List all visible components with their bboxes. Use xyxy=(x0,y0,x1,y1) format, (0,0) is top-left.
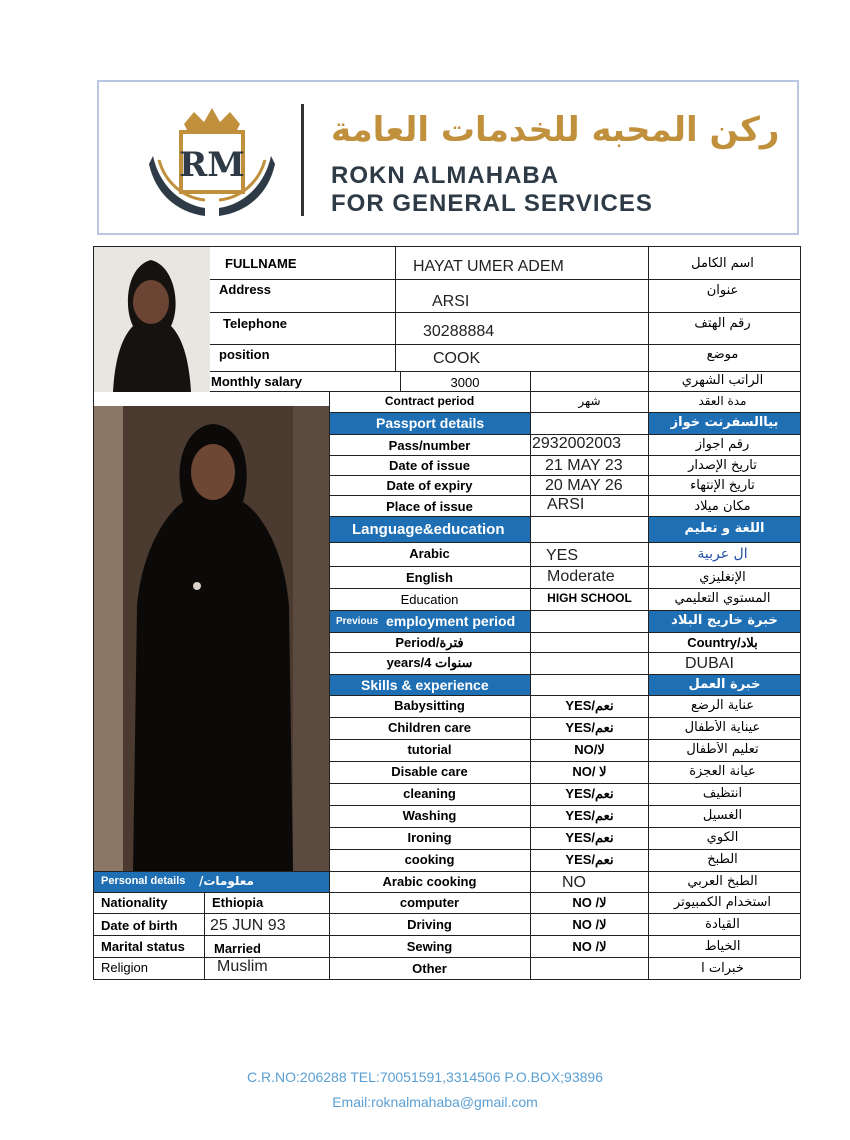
passport-section-header xyxy=(330,413,530,434)
passport-row-arabic: رقم اجواز xyxy=(695,437,750,452)
skill-row-label: Driving xyxy=(407,917,452,932)
personal-row-value: Muslim xyxy=(217,958,268,975)
portrait-photo xyxy=(93,246,210,392)
skill-row-label: Disable care xyxy=(391,764,468,779)
passport-row-arabic: تاريخ الإنتهاء xyxy=(690,478,755,493)
skills-section-header xyxy=(330,675,530,695)
fullname-value: HAYAT UMER ADEM xyxy=(413,258,564,275)
passport-row-label: Place of issue xyxy=(386,499,473,514)
skill-row-arabic: عيناية الأطفال xyxy=(684,720,761,735)
employment-period-label: Period/فترة xyxy=(395,635,464,650)
skill-row-value: YES/نعم xyxy=(565,698,614,713)
contract-arabic: مدة العقد xyxy=(698,394,747,408)
skill-row-label: cleaning xyxy=(403,786,456,801)
passport-row-arabic: تاريخ الإصدار xyxy=(688,458,757,473)
passport-row-label: Pass/number xyxy=(388,438,471,453)
contract-label: Contract period xyxy=(384,394,475,408)
skill-row-label: Ironing xyxy=(407,830,452,845)
skills-title: Skills & experience xyxy=(361,677,489,693)
language-row-label: English xyxy=(406,570,453,585)
logo-initials: RM xyxy=(179,145,245,185)
company-logo xyxy=(149,104,275,224)
language-row-label: Arabic xyxy=(409,546,450,561)
skill-row-value: NO /لا xyxy=(572,895,607,910)
footer-contact: C.R.NO:206288 TEL:70051591,3314506 P.O.BOX;93896 xyxy=(247,1069,603,1085)
fullname-arabic: اسم الكامل xyxy=(691,256,754,271)
passport-row-value: 2932002003 xyxy=(532,435,621,452)
salary-value: 3000 xyxy=(450,375,480,390)
passport-row-value: 21 MAY 23 xyxy=(545,457,623,474)
fullname-label: FULLNAME xyxy=(225,256,297,271)
skill-row-value: NO /لا xyxy=(572,917,607,932)
skill-row-label: Sewing xyxy=(406,939,453,954)
language-row-value: YES xyxy=(546,547,579,564)
telephone-arabic: رقم الهتف xyxy=(694,316,751,331)
personal-row-label: Nationality xyxy=(101,895,168,910)
salary-label: Monthly salary xyxy=(211,374,303,389)
skill-row-value: YES/نعم xyxy=(565,720,614,735)
address-value: ARSI xyxy=(432,293,470,310)
skill-row-value: YES/نعم xyxy=(565,786,614,801)
company-name-line1: ROKN ALMAHABA xyxy=(331,162,560,189)
telephone-value: 30288884 xyxy=(423,323,495,340)
skill-row-label: Babysitting xyxy=(394,698,465,713)
language-section-header xyxy=(330,517,530,542)
employment-section-header-arabic xyxy=(649,611,800,632)
employment-title-prefix: Previous xyxy=(336,616,379,627)
skill-row-arabic: انتظيف xyxy=(702,786,743,801)
language-row-value: HIGH SCHOOL xyxy=(547,591,632,605)
employment-country-label: Country/بلاد xyxy=(687,635,758,650)
company-name-arabic: ركن المحبه للخدمات العامة xyxy=(331,110,780,150)
personal-row-value: Married xyxy=(214,941,261,956)
employment-title-arabic: خبرة خاريج البلاد xyxy=(671,613,778,628)
footer-email: Email:roknalmahaba@gmail.com xyxy=(332,1094,538,1110)
passport-section-header-arabic xyxy=(649,413,800,434)
language-title-arabic: اللغة و تعليم xyxy=(684,521,765,536)
skill-row-value: YES/نعم xyxy=(565,808,614,823)
skill-row-arabic: تعليم الأطفال xyxy=(686,742,759,757)
skill-row-value: YES/نعم xyxy=(565,852,614,867)
passport-row-value: ARSI xyxy=(547,496,585,513)
position-label: position xyxy=(219,347,270,362)
skill-row-label: Other xyxy=(412,961,447,976)
passport-title-arabic: بياالسفرنت خواز xyxy=(670,415,779,430)
personal-row-label: Date of birth xyxy=(101,918,178,933)
telephone-label: Telephone xyxy=(223,316,288,331)
skill-row-value: NO/ لا xyxy=(572,764,607,779)
skill-row-arabic: استخدام الكمبيوتر xyxy=(673,895,772,910)
skill-row-arabic: خبرات ا xyxy=(701,961,744,976)
skill-row-label: computer xyxy=(399,895,460,910)
skills-section-header-arabic xyxy=(649,675,800,695)
passport-row-arabic: مكان ميلاد xyxy=(694,499,751,514)
employment-years-label: years/4 سنوات xyxy=(386,655,473,670)
skill-row-label: Arabic cooking xyxy=(382,874,477,889)
skill-row-value: NO/لا xyxy=(574,742,605,757)
salary-arabic: الراتب الشهري xyxy=(681,373,764,388)
passport-row-label: Date of expiry xyxy=(386,478,473,493)
skill-row-label: Washing xyxy=(402,808,457,823)
passport-title: Passport details xyxy=(376,415,485,431)
skill-row-arabic: القيادة xyxy=(705,917,740,932)
skill-row-label: tutorial xyxy=(407,742,452,757)
skill-row-arabic: الخياط xyxy=(704,939,741,954)
employment-section-header xyxy=(330,611,530,632)
company-header xyxy=(97,80,799,235)
full-body-photo xyxy=(93,406,329,872)
personal-section-header xyxy=(94,872,329,892)
skill-row-arabic: عيانة العجزة xyxy=(689,764,756,779)
skills-title-arabic: خبرة العمل xyxy=(688,677,761,692)
skill-row-arabic: الطبخ xyxy=(707,852,738,867)
language-row-arabic: الإنغليزي xyxy=(699,570,746,585)
personal-row-label: Marital status xyxy=(101,939,185,954)
header-divider xyxy=(301,104,304,216)
passport-row-value: 20 MAY 26 xyxy=(545,477,623,494)
language-row-arabic: المستوي التعليمي xyxy=(674,591,771,606)
language-section-header-arabic xyxy=(649,517,800,542)
employment-title: employment period xyxy=(386,613,516,629)
language-row-arabic: ال عربية xyxy=(697,546,748,562)
skill-row-arabic: الطبخ العربي xyxy=(687,874,758,889)
skill-row-arabic: الكوي xyxy=(706,830,739,845)
personal-title: Personal details xyxy=(101,875,186,887)
company-name-line2: FOR GENERAL SERVICES xyxy=(331,190,653,217)
personal-row-value: Ethiopia xyxy=(212,895,264,910)
skill-row-label: cooking xyxy=(404,852,455,867)
skill-row-label: Children care xyxy=(387,720,472,735)
skill-row-value: NO /لا xyxy=(572,939,607,954)
language-row-value: Moderate xyxy=(547,568,615,585)
skill-row-arabic: عناية الرضع xyxy=(690,698,755,713)
address-label: Address xyxy=(219,282,272,297)
address-arabic: عنوان xyxy=(706,283,739,298)
contract-value: شهر xyxy=(578,394,601,408)
personal-row-value: 25 JUN 93 xyxy=(210,917,286,934)
skill-row-arabic: الغسيل xyxy=(702,808,743,823)
skill-row-value: YES/نعم xyxy=(565,830,614,845)
passport-row-label: Date of issue xyxy=(389,458,470,473)
personal-title-arabic: معلومات/ xyxy=(198,874,254,888)
employment-country-value: DUBAI xyxy=(685,655,734,672)
position-value: COOK xyxy=(433,350,481,367)
position-arabic: موضع xyxy=(706,347,739,362)
personal-row-label: Religion xyxy=(101,960,148,975)
skill-row-value: NO xyxy=(562,874,586,891)
language-title: Language&education xyxy=(352,521,505,538)
language-row-label: Education xyxy=(400,592,459,607)
